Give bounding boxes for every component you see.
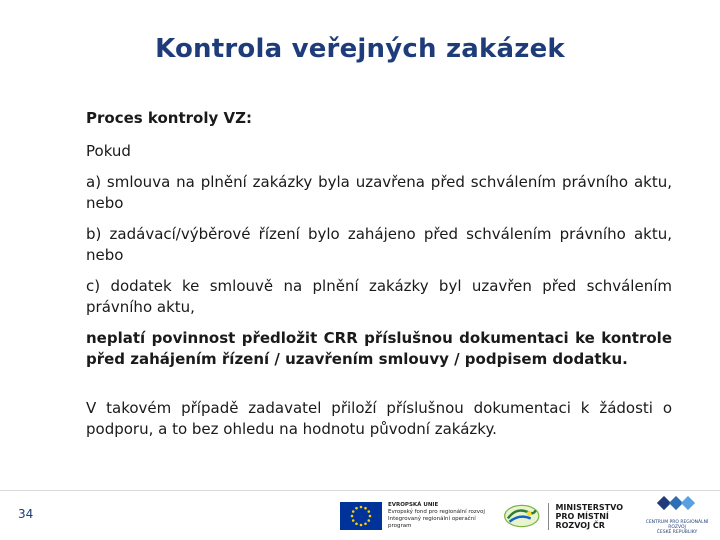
eu-logo [340, 496, 495, 536]
closing-text: V takovém případě zadavatel přiloží příslušnou dokumentaci k žádosti o podporu, a to bez ohledu na hodnotu původní zakázky. [86, 399, 672, 438]
footer-divider [0, 490, 720, 491]
eu-flag-icon [340, 502, 382, 530]
mmr-logo-text [548, 503, 623, 530]
eu-logo-line1: EVROPSKÁ UNIE [388, 502, 439, 508]
crr-logo-text [640, 520, 714, 535]
mmr-logo-line1: MINISTERSTVO [555, 502, 623, 512]
eu-logo-text [388, 502, 493, 530]
eu-logo-line3: Integrovaný regionální operační program [388, 516, 476, 529]
mmr-logo-line2: PRO MÍSTNÍ [555, 511, 609, 521]
page-number: 34 [18, 507, 34, 521]
condition-item-c: c) dodatek ke smlouvě na plnění zakázky byl uzavřen před schválením právního aktu, [86, 277, 672, 316]
eu-logo-line2: Evropský fond pro regionální rozvoj [388, 509, 485, 515]
slide-body [86, 108, 672, 450]
mmr-logo-line3: ROZVOJ ČR [555, 520, 605, 530]
slide-title: Kontrola veřejných zakázek [155, 34, 565, 64]
mmr-logo [503, 496, 623, 536]
bold-statement: neplatí povinnost předložit CRR příslušnou dokumentaci ke kontrole před zahájením řízení / uzavřením smlouvy / podpisem dodatku. [86, 329, 672, 368]
condition-item-a: a) smlouva na plnění zakázky byla uzavřena před schválením právního aktu, nebo [86, 173, 672, 212]
crr-emblem-icon [657, 496, 697, 518]
section-heading: Proces kontroly VZ: [86, 109, 252, 127]
crr-logo-line2: ČESKÉ REPUBLIKY [656, 530, 698, 535]
intro-text: Pokud [86, 142, 131, 160]
crr-logo [640, 496, 714, 536]
mmr-emblem-icon [503, 501, 540, 531]
condition-item-b: b) zadávací/výběrové řízení bylo zahájeno před schválením právního aktu, nebo [86, 225, 672, 264]
crr-logo-line1: CENTRUM PRO REGIONÁLNÍ ROZVOJ [645, 520, 709, 530]
